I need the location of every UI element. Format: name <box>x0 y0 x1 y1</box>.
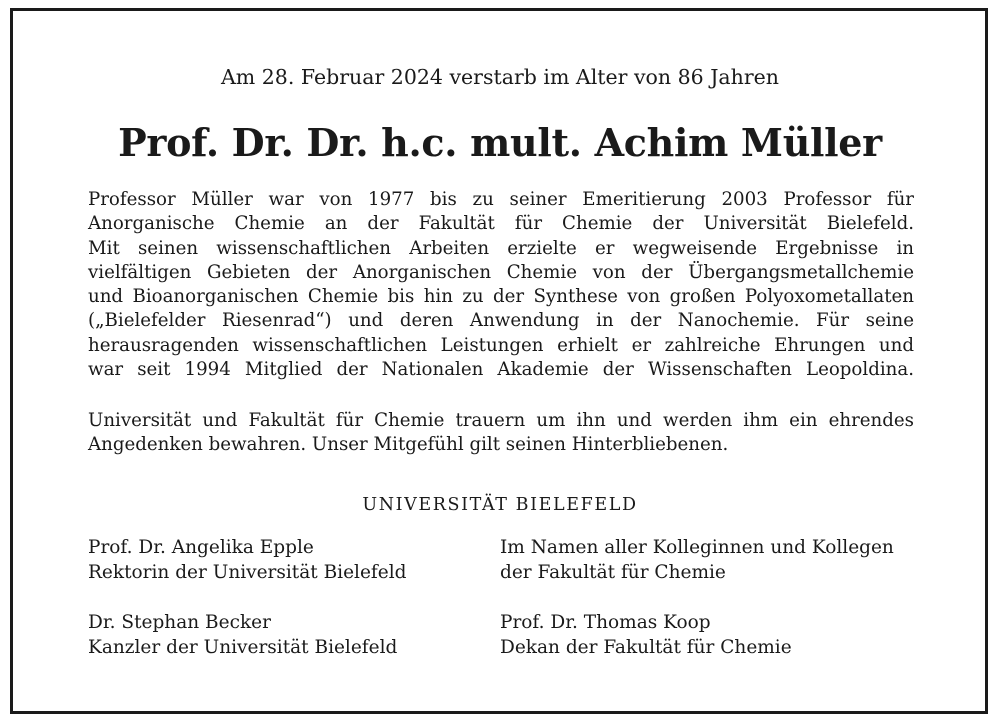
signatory-dean <box>500 610 792 660</box>
signatory-role: Rektorin der Universität Bielefeld <box>88 562 407 583</box>
signatory-name: Prof. Dr. Angelika Epple <box>88 537 314 558</box>
biography-paragraph <box>88 188 914 382</box>
condolence-paragraph <box>88 409 914 458</box>
paragraph-line: Universität und Fakultät für Chemie trauern um ihn und werden ihm ein ehrendes <box>88 410 914 431</box>
paragraph-line: Mit seinen wissenschaftlichen Arbeiten erzielte er wegweisende Ergebnisse in <box>88 237 914 259</box>
signatory-name: Dr. Stephan Becker <box>88 612 271 633</box>
signatory-name: Prof. Dr. Thomas Koop <box>500 612 711 633</box>
signatory-role: Dekan der Fakultät für Chemie <box>500 637 792 658</box>
signatory-chancellor <box>88 610 397 660</box>
paragraph-line: und Bioanorganischen Chemie bis hin zu der Synthese von großen Polyoxometallaten <box>88 286 914 308</box>
signatory-colleagues <box>500 535 894 585</box>
paragraph-line: Angedenken bewahren. Unser Mitgefühl gilt seinen Hinterbliebenen. <box>88 434 729 456</box>
intro-line: Am 28. Februar 2024 verstarb im Alter von 86 Jahren <box>221 65 779 89</box>
signatory-role: Kanzler der Universität Bielefeld <box>88 637 398 658</box>
signatory-role: der Fakultät für Chemie <box>500 562 726 583</box>
paragraph-line: („Bielefelder Riesenrad“) und deren Anwendung in der Nanochemie. Für seine <box>88 310 914 332</box>
organization-name: UNIVERSITÄT BIELEFELD <box>362 495 638 515</box>
signatory-name: Im Namen aller Kolleginnen und Kollegen <box>500 537 894 558</box>
paragraph-line: war seit 1994 Mitglied der Nationalen Akademie der Wissenschaften Leopoldina. <box>88 359 914 381</box>
paragraph-line: Anorganische Chemie an der Fakultät für Chemie der Universität Bielefeld. <box>88 213 914 235</box>
paragraph-line: Professor Müller war von 1977 bis zu seiner Emeritierung 2003 Professor für <box>88 189 914 210</box>
paragraph-line: herausragenden wissenschaftlichen Leistungen erhielt er zahlreiche Ehrungen und <box>88 334 914 356</box>
signatory-rector <box>88 535 406 585</box>
deceased-name: Prof. Dr. Dr. h.c. mult. Achim Müller <box>118 120 882 165</box>
paragraph-line: vielfältigen Gebieten der Anorganischen Chemie von der Übergangsmetallchemie <box>88 261 914 283</box>
